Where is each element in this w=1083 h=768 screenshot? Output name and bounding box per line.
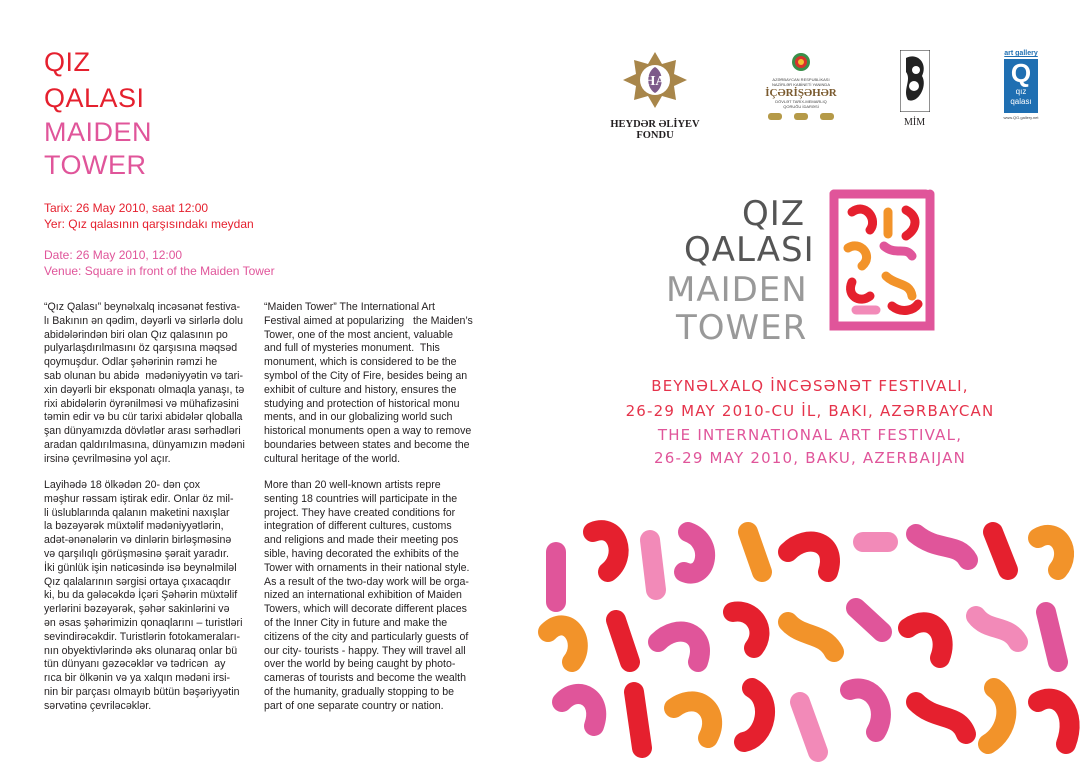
text-line: Layihədə 18 ölkədən 20- dən çox xyxy=(44,479,201,491)
gallery-name-1: qız xyxy=(1015,87,1027,96)
text-line: ən əsas şəhərimizin qonaqlarını – turistləri xyxy=(44,616,243,629)
text-line: qoymuşdur. Odlar şəhərinin rəmzi he xyxy=(44,356,218,369)
text-line: tün dünyanı gəzəcəklər və tədricən ay xyxy=(44,658,226,671)
text-line: Qız qalalarının sərgisi ortaya çıxacaqdır xyxy=(44,575,231,588)
text-line: cameras of tourists and become the wealth xyxy=(264,672,466,685)
text-line: sevindirəcəkdir. Turistlərin fotokameraları- xyxy=(44,630,241,643)
big-title-qalasi: QALASI xyxy=(684,230,815,270)
text-line: of the humanity, gradually stopping to be xyxy=(264,685,455,698)
text-line: symbol of the City of Fire, besides being an xyxy=(264,369,468,382)
text-line: exhibit of culture and history, ensures the xyxy=(264,383,457,396)
text-line: İki günlük işin nəticəsində isə beynəlmiləl xyxy=(44,561,237,574)
text-line: sible, having decorated the exhibits of the xyxy=(264,547,459,560)
text-line: of the Inner City in future and make the xyxy=(264,616,448,629)
mim-portrait-icon xyxy=(900,50,930,112)
festival-en-line2: 26-29 MAY 2010, BAKU, AZERBAIJAN xyxy=(654,449,966,467)
text-line: irsinə çevrilməsinə yol açır. xyxy=(44,452,171,465)
text-line: nın obyektivlərində əks olunaraq onlar bü xyxy=(44,644,238,657)
big-title-maiden: MAIDEN xyxy=(666,270,808,310)
text-line: abidələrindən biri olan Qız qalasının po xyxy=(44,328,228,341)
text-line: integration of different cultures, customs xyxy=(264,520,452,533)
event-venue-en: Venue: Square in front of the Maiden Tower xyxy=(44,264,275,278)
iceri-small-1: AZƏRBAYCAN RESPUBLİKASI xyxy=(772,77,830,82)
heydar-logo-line1: HEYDƏR ƏLİYEV xyxy=(610,119,700,130)
text-line: aradan qaldırılmasına, dünyamızın mədəni xyxy=(44,438,245,451)
gallery-name-2: qalası xyxy=(1010,97,1032,106)
azerbaijan-emblem-icon xyxy=(791,52,811,72)
heydar-aliyev-foundation-logo xyxy=(610,50,700,145)
iceri-small-3: DÖVLƏT TARİX-MEMARLIQ xyxy=(775,99,827,104)
event-date-en: Date: 26 May 2010, 12:00 xyxy=(44,248,183,262)
text-line: rıca bir ölkənin və ya xalqın mədəni irsi- xyxy=(44,672,231,685)
big-title-qiz: QIZ xyxy=(742,194,806,234)
text-line: and religions and made their meeting pos xyxy=(264,534,459,547)
gallery-top-label: art gallery xyxy=(1004,50,1038,57)
maiden-tower-squiggle-graphic xyxy=(826,186,938,338)
festival-az-line1: BEYNƏLXALQ İNCƏSƏNƏT FESTIVALI, xyxy=(651,377,969,395)
text-line: “Maiden Tower” The International Art xyxy=(264,301,435,313)
text-line: project. They have created conditions for xyxy=(264,506,456,519)
text-line: and full of mysteries monument. This xyxy=(264,342,440,355)
text-line: xin dəyərli bir eksponatı olmaqla yanaşı, tə xyxy=(44,383,245,396)
title-qalasi: QALASI xyxy=(44,83,145,113)
heydar-logo-line2: FONDU xyxy=(636,130,674,141)
text-line: la bəzəyərək müxtəlif mədəniyyətlərin, xyxy=(44,520,224,533)
decorative-animals-icon xyxy=(766,110,836,122)
text-line: More than 20 well-known artists repre xyxy=(264,479,441,491)
text-line: studying and protection of historical monu xyxy=(264,397,460,410)
text-line: sab olunan bu abidə mədəniyyətin və tari- xyxy=(44,369,244,382)
text-line: over the world by being caught by photo- xyxy=(264,658,456,671)
text-line: yerlərini bəzəyərək, şəhər sakinlərini və xyxy=(44,603,230,616)
azerbaijani-project-paragraph xyxy=(44,479,242,714)
text-line: our city- tourists - happy. They will travel all xyxy=(264,644,466,657)
text-line: məşhur rəssam iştirak edir. Onlar öz mil- xyxy=(44,492,234,505)
star-emblem-icon xyxy=(610,50,700,110)
text-line: adət-ənənələrin və dinlərin birləşməsinə xyxy=(44,534,232,547)
text-line: part of one separate country or nation. xyxy=(264,699,444,712)
title-maiden: MAIDEN xyxy=(44,117,153,147)
text-line: boundaries between states and become the xyxy=(264,438,470,451)
text-line: Towers, which will decorate different places xyxy=(264,603,467,616)
text-line: şan dünyamızda dövlətlər arası sərhədləri xyxy=(44,425,241,438)
text-line: “Qız Qalası” beynəlxalq incəsənət festiva- xyxy=(44,301,241,313)
text-line: Tower, one of the most ancient, valuable xyxy=(264,328,454,341)
english-intro-paragraph xyxy=(264,301,473,467)
iceri-small-4: QORUĞU İDARƏSİ xyxy=(783,104,819,109)
event-venue-az: Yer: Qız qalasının qarşısındakı meydan xyxy=(44,217,254,231)
text-line: sərvətinə çevriləcəklər. xyxy=(44,699,152,712)
gallery-url: www.QG.gallery.net xyxy=(1003,115,1039,120)
text-line: senting 18 countries will participate in the xyxy=(264,492,458,505)
text-line: lı Bakının ən qədim, dəyərli və sirlərlə dolu xyxy=(44,314,244,327)
text-line: rixi abidələrin öyrənilməsi və mühafizəsini xyxy=(44,397,239,410)
text-line: li üslublarında qalanın maketini naxışlar xyxy=(44,506,230,519)
big-title-tower: TOWER xyxy=(676,308,808,348)
text-line: nized an international exhibition of Maiden xyxy=(264,589,462,602)
iceri-small-2: NAZİRLƏR KABİNETİ YANINDA xyxy=(772,82,830,87)
mim-museum-logo xyxy=(900,50,940,130)
text-line: Tower with ornaments in their national style. xyxy=(264,561,470,574)
mim-label: MİM xyxy=(904,117,926,128)
icherisheher-logo xyxy=(760,52,842,132)
text-line: pulyarlaşdırılmasını öz qarşısına məqsəd xyxy=(44,342,238,355)
event-date-az: Tarix: 26 May 2010, saat 12:00 xyxy=(44,201,209,215)
title-tower: TOWER xyxy=(44,150,147,180)
qiz-qalasi-gallery-logo xyxy=(1000,50,1042,130)
text-line: As a result of the two-day work will be orga- xyxy=(264,575,469,588)
english-project-paragraph xyxy=(264,479,470,714)
azerbaijani-intro-paragraph xyxy=(44,301,245,467)
text-line: citizens of the city and particularly guests of xyxy=(264,630,469,643)
text-line: ki, bu da gələcəkdə İçəri Şəhərin müxtəlif xyxy=(44,589,238,602)
iceri-name: İÇƏRİŞƏHƏR xyxy=(765,87,837,99)
gallery-blue-block xyxy=(1004,59,1038,113)
text-line: historical monuments open a way to remove xyxy=(264,425,472,438)
text-line: nin bir parçası olmayıb bütün bəşəriyyətin xyxy=(44,685,240,698)
svg-text:HA: HA xyxy=(644,74,666,89)
text-line: monument, which is considered to be the xyxy=(264,356,457,369)
festival-en-line1: THE INTERNATIONAL ART FESTIVAL, xyxy=(657,426,963,444)
text-line: təmin edir və bu cür tarixi abidələr qloballa xyxy=(44,411,243,424)
text-line: ments, and in our globalizing world such xyxy=(264,411,453,424)
title-qiz: QIZ xyxy=(44,47,91,77)
text-line: cultural heritage of the world. xyxy=(264,452,401,465)
text-line: Festival aimed at popularizing the Maiden’s xyxy=(264,314,473,327)
gallery-q-letter: Q xyxy=(1010,58,1032,88)
text-line: və qarşılıqlı görüşməsinə şərait yaradır. xyxy=(44,547,229,560)
decorative-squiggle-pattern xyxy=(538,512,1083,768)
festival-az-line2: 26-29 MAY 2010-CU İL, BAKI, AZƏRBAYCAN xyxy=(625,402,995,420)
